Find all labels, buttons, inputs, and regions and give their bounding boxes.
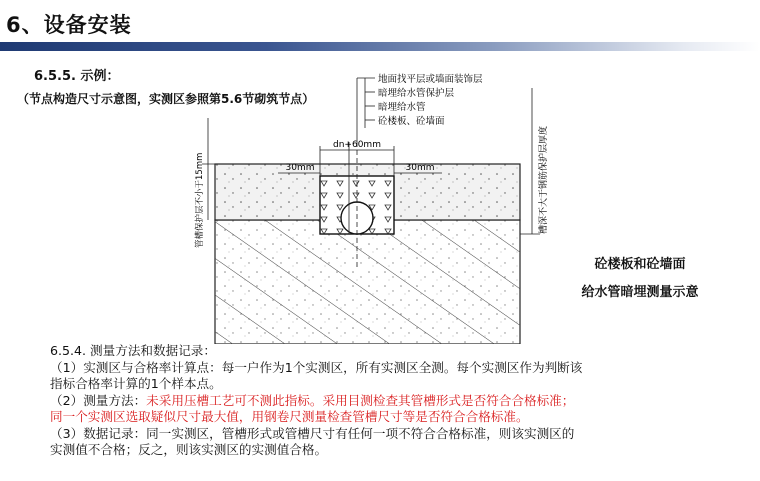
para-2-red-text-a: 未采用压槽工艺可不测此指标。采用目测检查其管槽形式是否符合合格标准； <box>146 392 575 408</box>
para-3-line-1: （3）数据记录：同一实测区，管槽形式或管槽尺寸有任何一项不符合合格标准，则该实测区的 <box>50 425 575 441</box>
page-title: 6、设备安装 <box>6 13 132 37</box>
dim-left-label: 30mm <box>285 163 315 173</box>
layer2-label: 暗埋给水管保护层 <box>378 88 455 99</box>
figure-note: （节点构造尺寸示意图，实测区参照第5.6节砌筑节点） <box>17 92 315 106</box>
measurement-method-text <box>50 343 740 459</box>
section-heading: 6.5.5. 示例： <box>34 69 120 84</box>
para-2-line-1 <box>50 393 740 410</box>
para-1-line-1: （1）实测区与合格率计算点：每一户作为1个实测区，所有实测区全测。每个实测区作为判断该 <box>50 359 583 375</box>
para-2-line-2: 同一个实测区选取疑似尺寸最大值，用钢卷尺测量检查管槽尺寸等是否符合合格标准。 <box>50 409 529 424</box>
para-2-prefix: （2）测量方法： <box>50 392 147 408</box>
layer3-label: 暗埋给水管 <box>378 102 426 113</box>
layer1-label: 地面找平层或墙面装饰层 <box>378 74 483 85</box>
figure-caption-line1: 砼楼板和砼墙面 <box>594 257 686 272</box>
layer4-label: 砼楼板、砼墙面 <box>378 116 445 127</box>
dim-top-label: dn+60mm <box>333 140 381 150</box>
pipe-section-diagram <box>190 58 550 348</box>
left-vertical-label: 管槽保护层不小于15mm <box>195 152 205 248</box>
figure-caption-line2: 给水管暗埋测量示意 <box>581 285 699 300</box>
title-gradient-bar <box>0 42 760 51</box>
right-vertical-label: 槽深不大于钢筋保护层厚度 <box>539 125 549 234</box>
para-1-line-2: 指标合格率计算的1个样本点。 <box>50 376 222 391</box>
para-3-line-2: 实测值不合格；反之，则该实测区的实测值合格。 <box>50 442 328 457</box>
para-heading: 6.5.4. 测量方法和数据记录： <box>50 343 216 358</box>
dim-right-label: 30mm <box>405 163 435 173</box>
